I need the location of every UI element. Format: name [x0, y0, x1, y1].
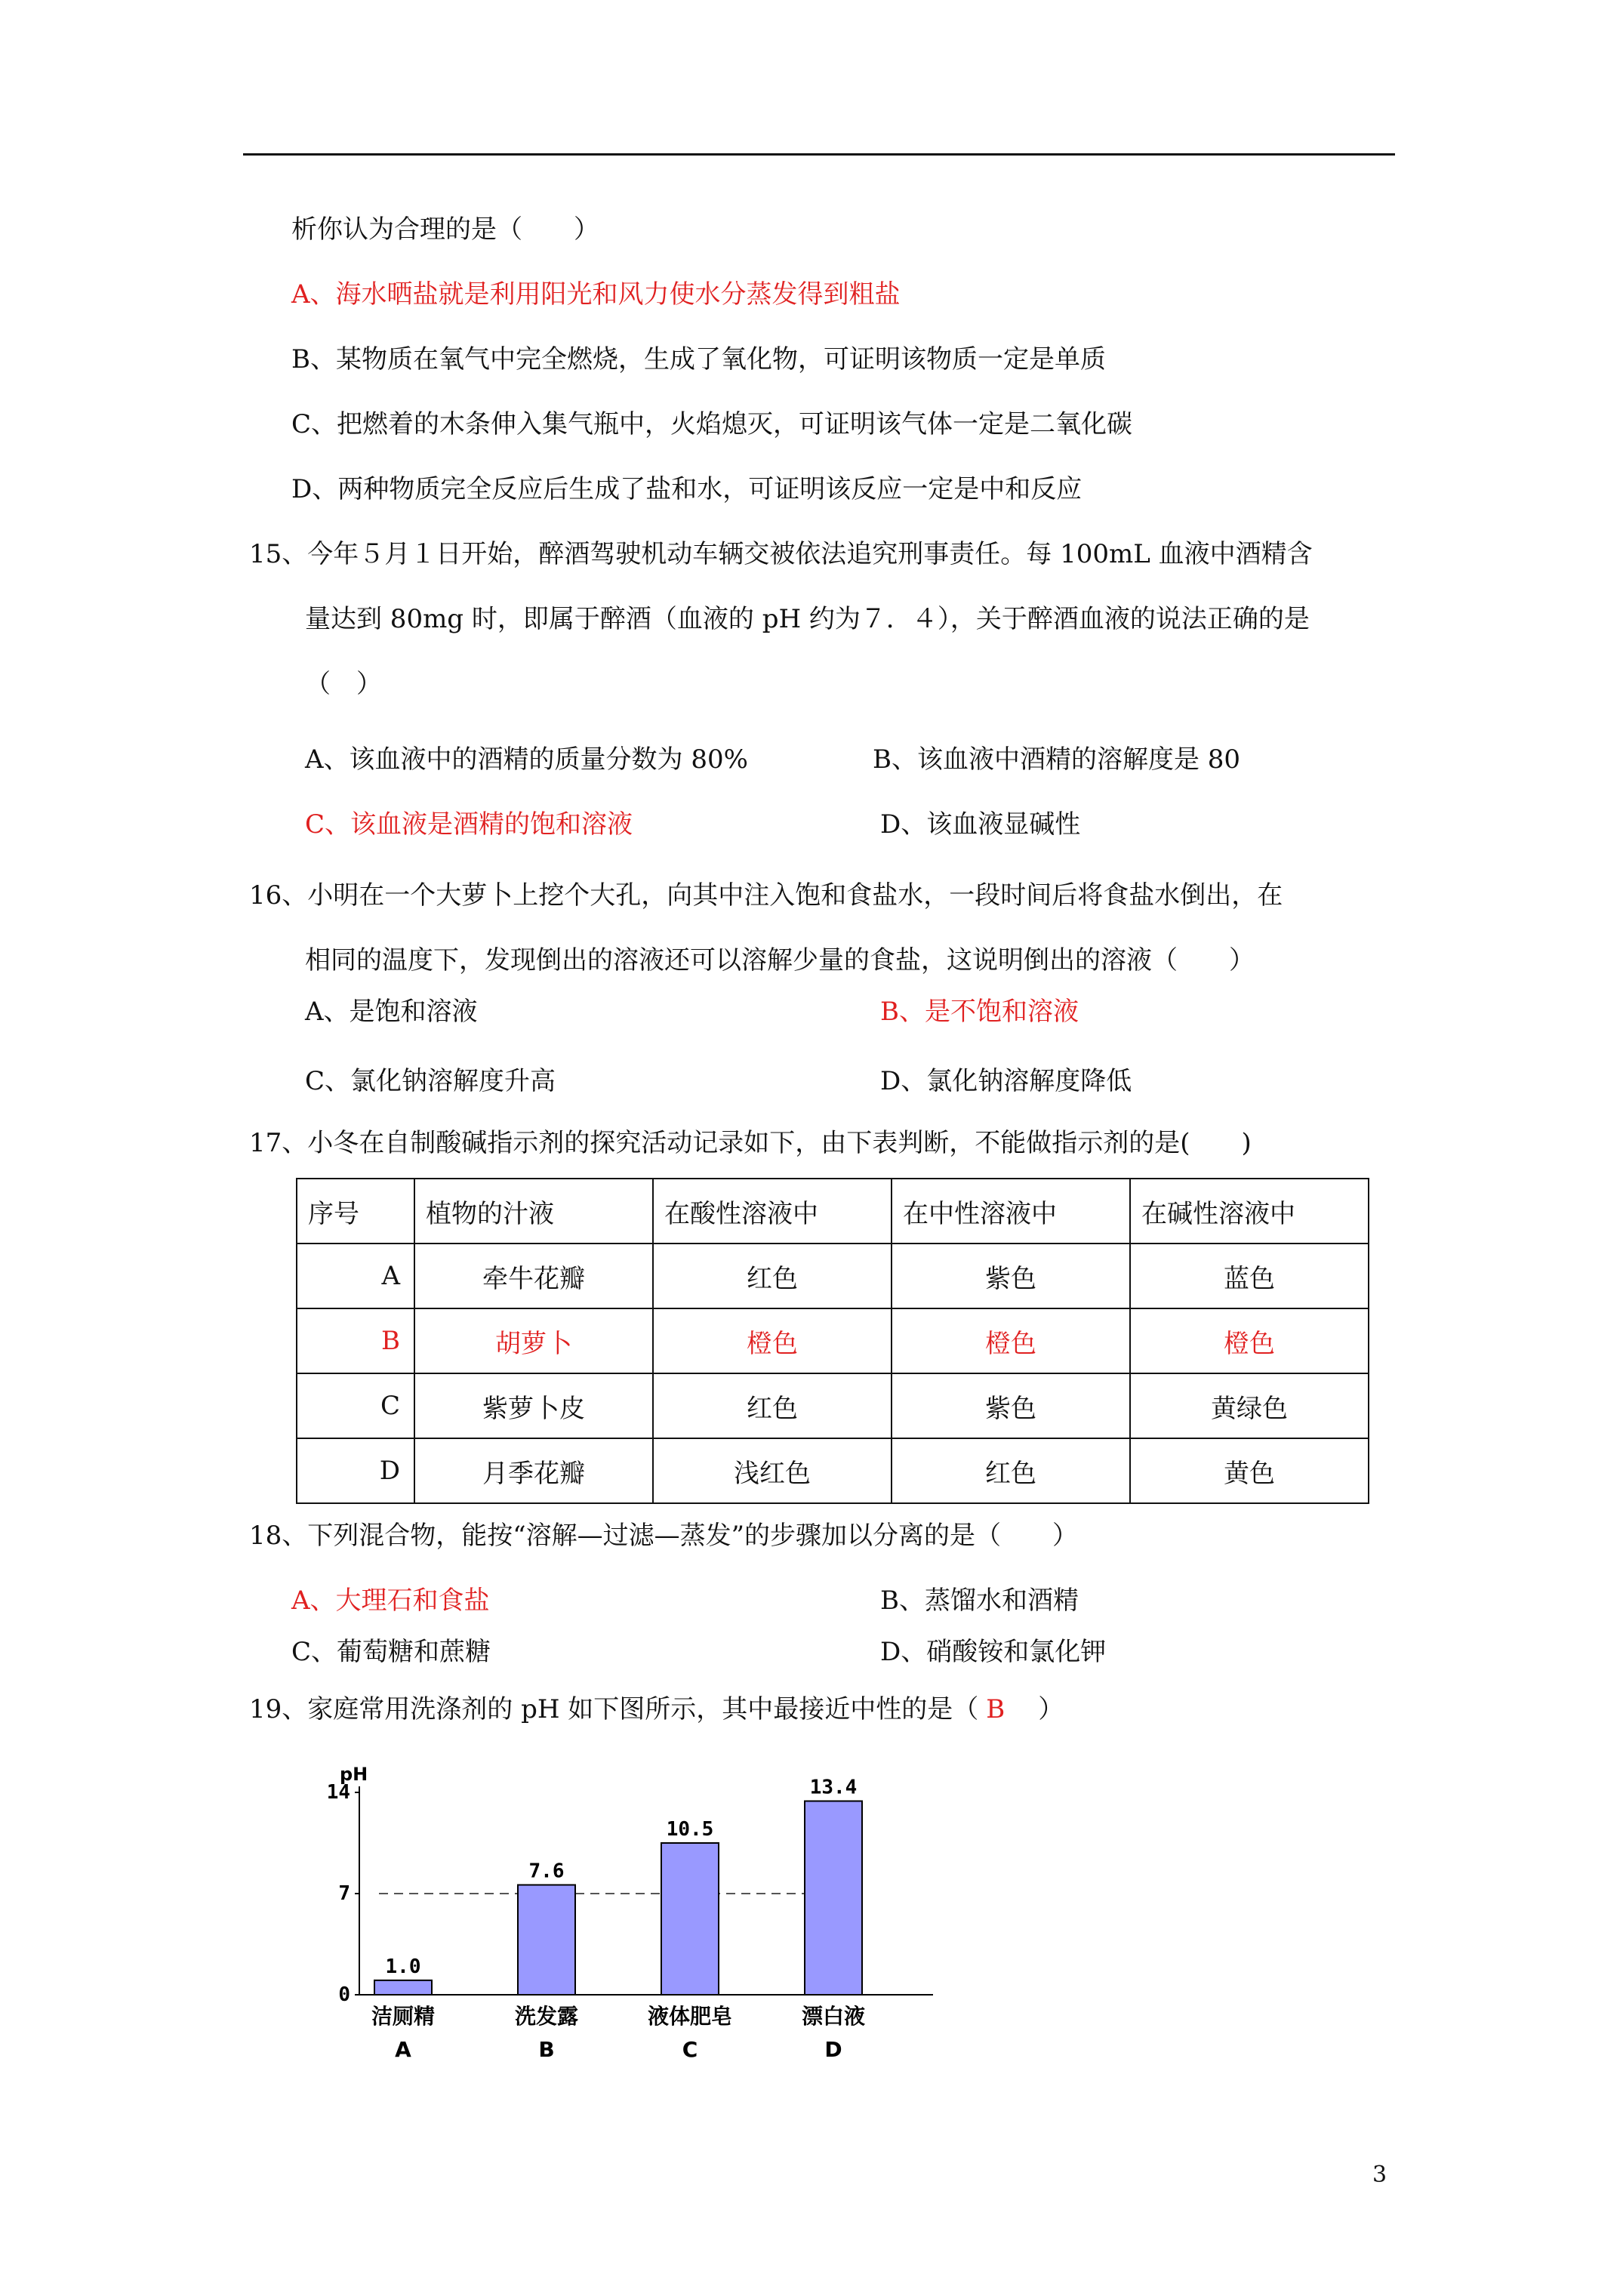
table-cell: 红色	[653, 1244, 892, 1308]
table-cell: B	[297, 1308, 414, 1373]
table-header-cell: 序号	[297, 1179, 414, 1244]
table-cell: 牵牛花瓣	[414, 1244, 653, 1308]
table-cell: 浅红色	[653, 1438, 892, 1503]
q16-option-d: D、氯化钠溶解度降低	[880, 1066, 1132, 1096]
q19-stem-close: ）	[1012, 1694, 1064, 1724]
q16-stem-line1: 16、小明在一个大萝卜上挖个大孔，向其中注入饱和食盐水，一段时间后将食盐水倒出，在	[249, 880, 1283, 911]
table-header-cell: 植物的汁液	[414, 1179, 653, 1244]
bar	[805, 1801, 862, 1995]
x-category-letter: D	[824, 2037, 842, 2062]
header-rule	[243, 153, 1395, 156]
table-row	[297, 1438, 1369, 1503]
chart-layer	[327, 1764, 933, 2062]
bar	[661, 1843, 719, 1995]
q16-option-c: C、氯化钠溶解度升高	[305, 1066, 556, 1096]
table-cell: 紫萝卜皮	[414, 1373, 653, 1438]
q19-stem-text: 19、家庭常用洗涤剂的 pH 如下图所示，其中最接近中性的是（	[249, 1694, 979, 1724]
bar-value-label: 1.0	[385, 1955, 421, 1978]
bar-value-label: 7.6	[528, 1860, 565, 1883]
q15-option-d: D、该血液显碱性	[880, 809, 1081, 840]
x-category-letter: A	[395, 2037, 411, 2062]
q14-option-a: A、海水晒盐就是利用阳光和风力使水分蒸发得到粗盐	[291, 279, 901, 310]
table-cell: 黄色	[1130, 1438, 1369, 1503]
q15-option-a: A、该血液中的酒精的质量分数为 80%	[305, 744, 748, 775]
y-tick-label: 14	[326, 1781, 350, 1804]
table-row-answer	[297, 1308, 1369, 1373]
q15-option-c: C、该血液是酒精的饱和溶液	[305, 809, 633, 840]
table-header-cell: 在碱性溶液中	[1130, 1179, 1369, 1244]
q15-stem-line3: （ ）	[305, 669, 382, 699]
table-cell: D	[297, 1438, 414, 1503]
y-axis-label: pH	[340, 1764, 368, 1785]
page-number: 3	[1372, 2162, 1387, 2188]
bar	[374, 1980, 432, 1995]
table-cell: C	[297, 1373, 414, 1438]
q17-stem: 17、小冬在自制酸碱指示剂的探究活动记录如下，由下表判断，不能做指示剂的是( )	[249, 1128, 1252, 1158]
table-cell: 黄绿色	[1130, 1373, 1369, 1438]
table-cell: A	[297, 1244, 414, 1308]
q16-option-a: A、是饱和溶液	[305, 997, 478, 1027]
x-category-label: 洁厕精	[371, 2004, 436, 2029]
q15-stem-line1: 15、今年５月１日开始，醉酒驾驶机动车辆交被依法追究刑事责任。每 100mL 血液中酒精含	[249, 539, 1313, 569]
q16-stem-line2: 相同的温度下，发现倒出的溶液还可以溶解少量的食盐，这说明倒出的溶液（ ）	[305, 945, 1255, 975]
ph-bar-chart	[325, 1752, 959, 2084]
q18-stem: 18、下列混合物，能按“溶解—过滤—蒸发”的步骤加以分离的是（ ）	[249, 1521, 1079, 1551]
table-row	[297, 1373, 1369, 1438]
q14-option-b: B、某物质在氧气中完全燃烧，生成了氧化物，可证明该物质一定是单质	[291, 344, 1106, 374]
y-tick-label: 7	[338, 1882, 350, 1905]
table-cell: 橙色	[1130, 1308, 1369, 1373]
x-category-label: 漂白液	[801, 2004, 866, 2029]
table-cell: 紫色	[892, 1373, 1130, 1438]
q19-answer: B	[986, 1694, 1006, 1724]
q14-stem-end: 析你认为合理的是（ ）	[291, 214, 599, 245]
q15-option-b: B、该血液中酒精的溶解度是 80	[873, 744, 1241, 775]
bar-value-label: 13.4	[809, 1776, 858, 1799]
table-cell: 紫色	[892, 1244, 1130, 1308]
x-category-label: 洗发露	[514, 2004, 579, 2029]
q18-option-c: C、葡萄糖和蔗糖	[291, 1637, 491, 1667]
bar	[518, 1885, 575, 1995]
y-tick-label: 0	[338, 1983, 350, 2006]
table-cell: 橙色	[892, 1308, 1130, 1373]
q16-option-b: B、是不饱和溶液	[880, 997, 1079, 1027]
q18-option-a: A、大理石和食盐	[291, 1586, 490, 1616]
table-cell: 橙色	[653, 1308, 892, 1373]
q19-stem	[249, 1693, 1064, 1726]
table-header-cell: 在酸性溶液中	[653, 1179, 892, 1244]
table-cell: 月季花瓣	[414, 1438, 653, 1503]
table-header-cell: 在中性溶液中	[892, 1179, 1130, 1244]
indicator-table	[296, 1178, 1369, 1504]
q15-stem-line2: 量达到 80mg 时，即属于醉酒（血液的 pH 约为７．４），关于醉酒血液的说法正确的是	[305, 604, 1310, 634]
table-cell: 胡萝卜	[414, 1308, 653, 1373]
table-cell: 蓝色	[1130, 1244, 1369, 1308]
table-header-row	[297, 1179, 1369, 1244]
table-row	[297, 1244, 1369, 1308]
q14-option-d: D、两种物质完全反应后生成了盐和水，可证明该反应一定是中和反应	[291, 474, 1083, 504]
table-cell: 红色	[653, 1373, 892, 1438]
bar-value-label: 10.5	[666, 1818, 714, 1841]
table-cell: 红色	[892, 1438, 1130, 1503]
x-category-letter: B	[538, 2037, 555, 2062]
x-category-letter: C	[682, 2037, 698, 2062]
q18-option-b: B、蒸馏水和酒精	[880, 1586, 1079, 1616]
x-category-label: 液体肥皂	[647, 2004, 733, 2029]
q14-option-c: C、把燃着的木条伸入集气瓶中，火焰熄灭，可证明该气体一定是二氧化碳	[291, 409, 1133, 439]
q18-option-d: D、硝酸铵和氯化钾	[880, 1637, 1107, 1667]
